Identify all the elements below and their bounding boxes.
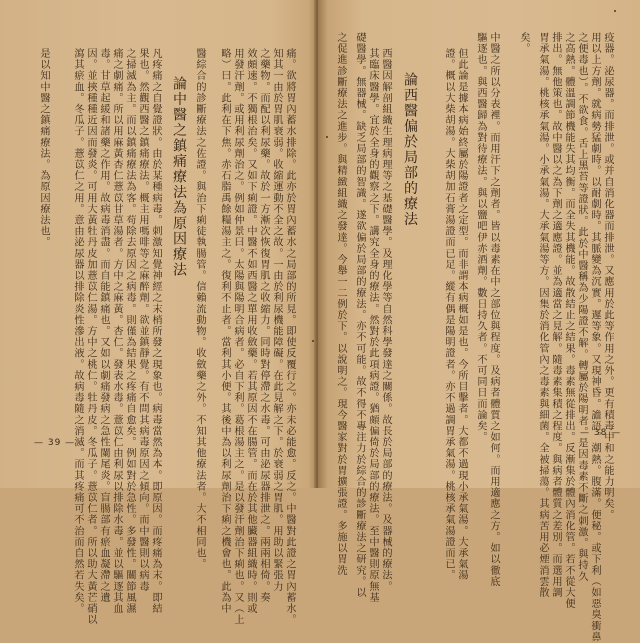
text-column: 但此論是據本病始終屬於陽證者之定型。而非謂本病概如是也。今所目擊者。大都不過現小承氣湯。大承氣湯 (456, 48, 467, 581)
section-heading: 論中醫之鎮痛療法為原因療法 (171, 76, 187, 278)
text-column: 西醫因解剖組織生理病理等之基礎醫學。及理化學等自然科學發達之關係。故長於局部的療法。及器械的療法。 (380, 48, 391, 592)
text-column: 是以知中醫之鎮痛療法。為原因療法也。 (38, 48, 49, 248)
page-number: — 39 — (34, 438, 76, 448)
text-column: 效頗速。不獨根治矣。又如下痢證。中醫不如西醫之單用收斂藥。若其原因不在腸管。而在於其他臟器組織時。則或 (245, 48, 256, 615)
text-column: 之便毒也）。不欲食。舌上黑苔等證狀。此於中醫稱為少陽證不解。轉屬於陽明者。是因毒素不斷之刺激。與持久 (576, 32, 587, 582)
text-column: 排出。無他策也。故中醫以之為下劑之適應證。並為適當之見解。隨毒素集積之程度。與病者體質之差別。而選用調 (550, 32, 561, 599)
text-column: 中醫之所以分表裡。而用汗下之劑者。皆以毒素在中之部位與程度。及病者體質之如何。而用適應之方。如以徹底 (488, 32, 499, 587)
text-column: 礎醫學。無器械。缺乏局部的智識。遂欲偏於局部的療法。亦不可能。故不得不專注力於綜合的診斷療法之研究。以 (354, 32, 365, 599)
text-column: 之掃滅為主。而以鎮痛療法為客。苟除去原因之病毒。則僅為結果之疼痛自愈矣。例如對於急性。多發性。關節風濕 (124, 48, 135, 615)
text-column: 凡疼痛之自覺證狀。由於某種病毒。刺激知覺神經之末梢所發之現象也。病毒當然為本。即原因。而疼痛為末。即結 (150, 48, 161, 615)
text-column: 其臨床醫學。宜於全身的觀察之下。講究全身的療法。然對於此項病證。猶頗偏倚於局部的療法。至中醫則原無基 (367, 48, 378, 603)
text-column: 胃承氣湯。桃核承氣湯。小承氣湯。大承氣湯等方。因集於消化管內之毒素與細菌。全被掃蕩。其病苦用必煙消雲散 (537, 32, 548, 599)
text-column: 痛。欲將胃內蓄水排除。此亦於胃內蓄水之局部的所見。即使反覆行之。亦未必能愈。反之。中醫對此證之胃內蓄水。 (284, 48, 295, 626)
section-heading: 論西醫偏於局部的療法 (402, 72, 418, 227)
print-speck (614, 10, 616, 12)
text-column: 之藥物。而配以利尿藥。故於一方漸次恢復胃肌之收縮力。同時對停滯之水毒。可由泌尿器排泄之。兩兩相倚。奏 (258, 48, 269, 603)
print-speck (326, 136, 328, 138)
right-page (318, 0, 640, 643)
text-column: 因。並挾種種近因而發炎。可用大黃牡丹皮加薏苡仁湯。方中之桃仁。牡丹皮。冬瓜子。薏苡仁者。所以助大黃芒硝以 (85, 48, 96, 626)
text-column: 證。概以大柴胡湯。大柴胡加石膏湯證而已足。縱有偶是陽明證者。亦不過調胃承氣湯。桃核承氣湯證而已。 (443, 48, 454, 581)
text-column: 用以上方劑。就病勢猛劇時。以耐劇時。其脈變為沉實。遲等象。又現神昏。譫語。潮熱。腹滿。便秘。或下利（如惡臭衝鼻 (589, 32, 600, 643)
text-column: 痛之劇痛。所以用麻黃杏仁薏苡甘草湯者。方中之麻黃。杏仁。發表水毒。薏苡仁由利尿以排除水毒。並以驅逐其血 (111, 48, 122, 615)
text-column: 瀉其瘀血。冬瓜子。薏苡仁之用。意由泌尿器以排除炎性滲出液。故病毒隨之消滅。而其疼痛可不治而自然若失矣。 (72, 48, 83, 615)
text-column: 毒。甘草起緩和諸藥之作用。故病毒消盡。而自能鎮痛也。又如以劇痛發病之急性闌尾炎。盲腸部有瘀血凝滯之遺 (98, 48, 109, 603)
text-column: 醫綜合的診斷療法之佐證。與治下痢徒執腸管。信賴流動物。收斂藥之外。不知其他療法者。大不相同也。 (194, 48, 205, 570)
text-column: 用發汗劑。或用利尿劑治之。例如仲景曰。太陽與陽明合病者。必自下利。葛根湯主之。是以發汗劑治下痢也。又（上 (232, 48, 243, 626)
text-column: 矣。 (518, 32, 529, 55)
text-column: 略）曰。此利在下焦。赤石脂禹餘糧湯主之。復利不止者。當利其小便。其後中為以利尿劑治下痢之機會也。此為中 (219, 48, 230, 615)
text-column: 果也。然觀西醫之鎮痛療法。概主用嗎啡等之麻醉劑。欲並鎮靜覺。有不問其病毒原因之傾向。而中醫則以病毒 (137, 48, 148, 592)
text-column: 知其一由於胃肌衰弱。收縮運動不全之故。一由於利尿機能障礙。在此見解之下。於衰弱之胃肌。用助以緊張力 (271, 48, 282, 592)
text-column: 之促進診斷療法之進步。與精緻組織之發達。今舉一二例於下。以說明之。現今醫家對於胃擴張證。多施以胃洗 (335, 32, 346, 576)
page-number: — 38 — (580, 428, 622, 438)
text-column: 驅逐也。與西醫歸為對待療法。與以鹽吧伊赤酒劑。數日持久者。不可同日而論矣。 (475, 32, 486, 443)
text-column: 疫器。泌尿器。而排泄。或并自消化器而排泄。又應用於此等作用之外。更有積毒中和之能力明矣。 (602, 32, 613, 521)
text-column: 之高熱。體溫調節機能失其均衡。而全失其機能。故散結止之結果。毒素無從排出。反漸集於體內消化管。若不從大便 (563, 32, 574, 610)
left-page (0, 0, 318, 626)
